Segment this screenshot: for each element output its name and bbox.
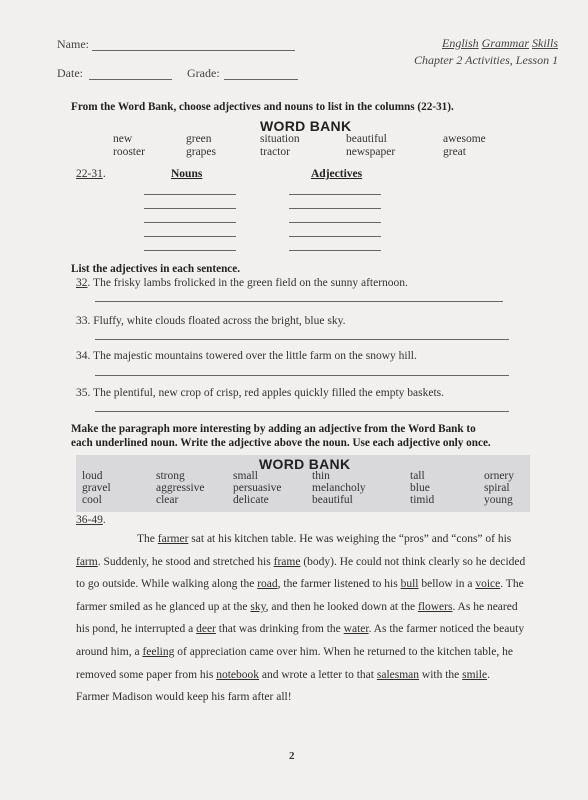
answer-line[interactable] [95,375,509,376]
paragraph-segment: that was drinking from the [215,623,344,636]
name-label: Name: [57,37,89,51]
underlined-noun: water [343,623,369,636]
sentence-32: 32. The frisky lambs frolicked in the green field on the sunny afternoon. [76,277,408,289]
section3-instruction-line2: each underlined noun. Write the adjective above the noun. Use each adjective only once. [71,437,491,449]
underlined-noun: notebook [216,668,260,681]
section2-instruction: List the adjectives in each sentence. [71,263,241,275]
underlined-noun: road [257,578,278,591]
word-bank-word: situation [260,133,300,145]
underlined-noun: salesman [376,668,420,681]
adjectives-header: Adjectives [311,168,363,180]
answer-line[interactable] [289,208,381,209]
paragraph-text [76,533,525,703]
grade-label: Grade: [187,66,220,80]
word-bank-word: young [484,494,513,506]
underlined-noun: deer [196,623,216,636]
word-bank-word: loud [82,470,103,482]
word-bank-word: spiral [484,482,510,494]
section3-instruction-line1: Make the paragraph more interesting by adding an adjective from the Word Bank to [71,423,476,435]
name-line [92,50,295,51]
word-bank-word: delicate [233,494,269,506]
answer-line[interactable] [144,208,236,209]
answer-line[interactable] [289,194,381,195]
word-bank-word: tall [410,470,425,482]
sentence-34: 34. The majestic mountains towered over the little farm on the snowy hill. [76,350,417,362]
item-number: 36-49. [76,514,106,526]
item-number: 22-31. [76,168,106,180]
paragraph-segment: . Suddenly, he stood and stretched his [97,555,274,568]
answer-line[interactable] [289,236,381,237]
paragraph-segment: (body). He could not think clearly so he decided to go outside. While walking along the [76,555,526,591]
date-label: Date: [57,66,83,80]
underlined-noun: voice [475,578,501,591]
word-bank-word: aggressive [156,482,205,494]
word-bank-word: thin [312,470,330,482]
paragraph-segment: bellow in a [418,578,476,591]
word-bank-word: awesome [443,133,486,145]
paragraph-segment: . As the farmer noticed the beauty around him, a [76,623,525,658]
underlined-noun: farm [76,555,98,568]
word-bank-word: new [113,133,133,145]
word-bank-word: grapes [186,146,217,158]
page-number: 2 [289,750,295,762]
paragraph-segment: The [137,533,158,545]
sentence-35: 35. The plentiful, new crop of crisp, red apples quickly filled the empty baskets. [76,387,445,399]
paragraph-segment: , the farmer listened to his [277,578,401,591]
section1-instruction: From the Word Bank, choose adjectives and nouns to list in the columns (22-31). [71,101,454,113]
word-bank-word: clear [156,494,179,506]
paragraph-segment: . The farmer smiled as he glanced up at the [76,578,524,613]
answer-line[interactable] [95,301,503,302]
word-bank-word: persuasive [233,482,282,494]
paragraph-segment: sat at his kitchen table. He was weighing the “pros” and “cons” of his [188,533,512,545]
word-bank-word: great [443,146,466,158]
answer-line[interactable] [289,250,381,251]
word-bank-word: gravel [82,482,111,494]
underlined-noun: flowers [417,600,453,613]
story-paragraph [76,528,526,709]
course-title-word: Grammar [481,36,530,50]
word-bank-word: rooster [113,146,145,158]
word-bank-word: green [186,133,212,145]
paragraph-segment: . Farmer Madison would keep his farm after all! [76,668,490,704]
paragraph-segment: . As he neared his pond, he interrupted a [76,600,518,636]
word-bank-word: blue [410,482,430,494]
chapter-label: Chapter 2 Activities, Lesson 1 [414,53,559,67]
word-bank-word: beautiful [312,494,353,506]
underlined-noun: frame [273,555,301,568]
paragraph-segment: , and then he looked down at the [265,600,418,613]
word-bank-title: WORD BANK [259,456,351,472]
word-bank-word: small [233,470,258,482]
answer-line[interactable] [95,411,509,412]
underlined-noun: bull [400,578,419,591]
date-line [89,79,172,80]
answer-line[interactable] [95,339,509,340]
grade-line [224,79,298,80]
nouns-header: Nouns [171,168,203,180]
answer-line[interactable] [144,194,236,195]
answer-line[interactable] [289,222,381,223]
word-bank-word: beautiful [346,133,387,145]
course-title [442,36,558,51]
underlined-noun: feeling [142,645,175,658]
word-bank-word: ornery [484,470,515,482]
word-bank-word: timid [410,494,435,506]
underlined-noun: farmer [157,533,189,545]
paragraph-segment: with the [419,668,463,681]
underlined-noun: sky [250,600,266,613]
word-bank-word: melancholy [312,482,366,494]
paragraph-segment: and wrote a letter to that [259,668,377,681]
word-bank-word: tractor [260,146,291,158]
sentence-33: 33. Fluffy, white clouds floated across the bright, blue sky. [76,315,346,327]
course-title-word: English [442,36,479,50]
answer-line[interactable] [144,222,236,223]
answer-line[interactable] [144,236,236,237]
word-bank-title: WORD BANK [260,118,352,134]
word-bank-word: newspaper [346,146,396,158]
answer-line[interactable] [144,250,236,251]
paragraph-segment: of appreciation came over him. When he returned to the kitchen table, he removed some paper from his [76,645,513,681]
course-title-word: Skills [532,36,559,50]
underlined-noun: smile [462,668,488,681]
word-bank-word: cool [82,494,102,506]
word-bank-word: strong [156,470,185,482]
